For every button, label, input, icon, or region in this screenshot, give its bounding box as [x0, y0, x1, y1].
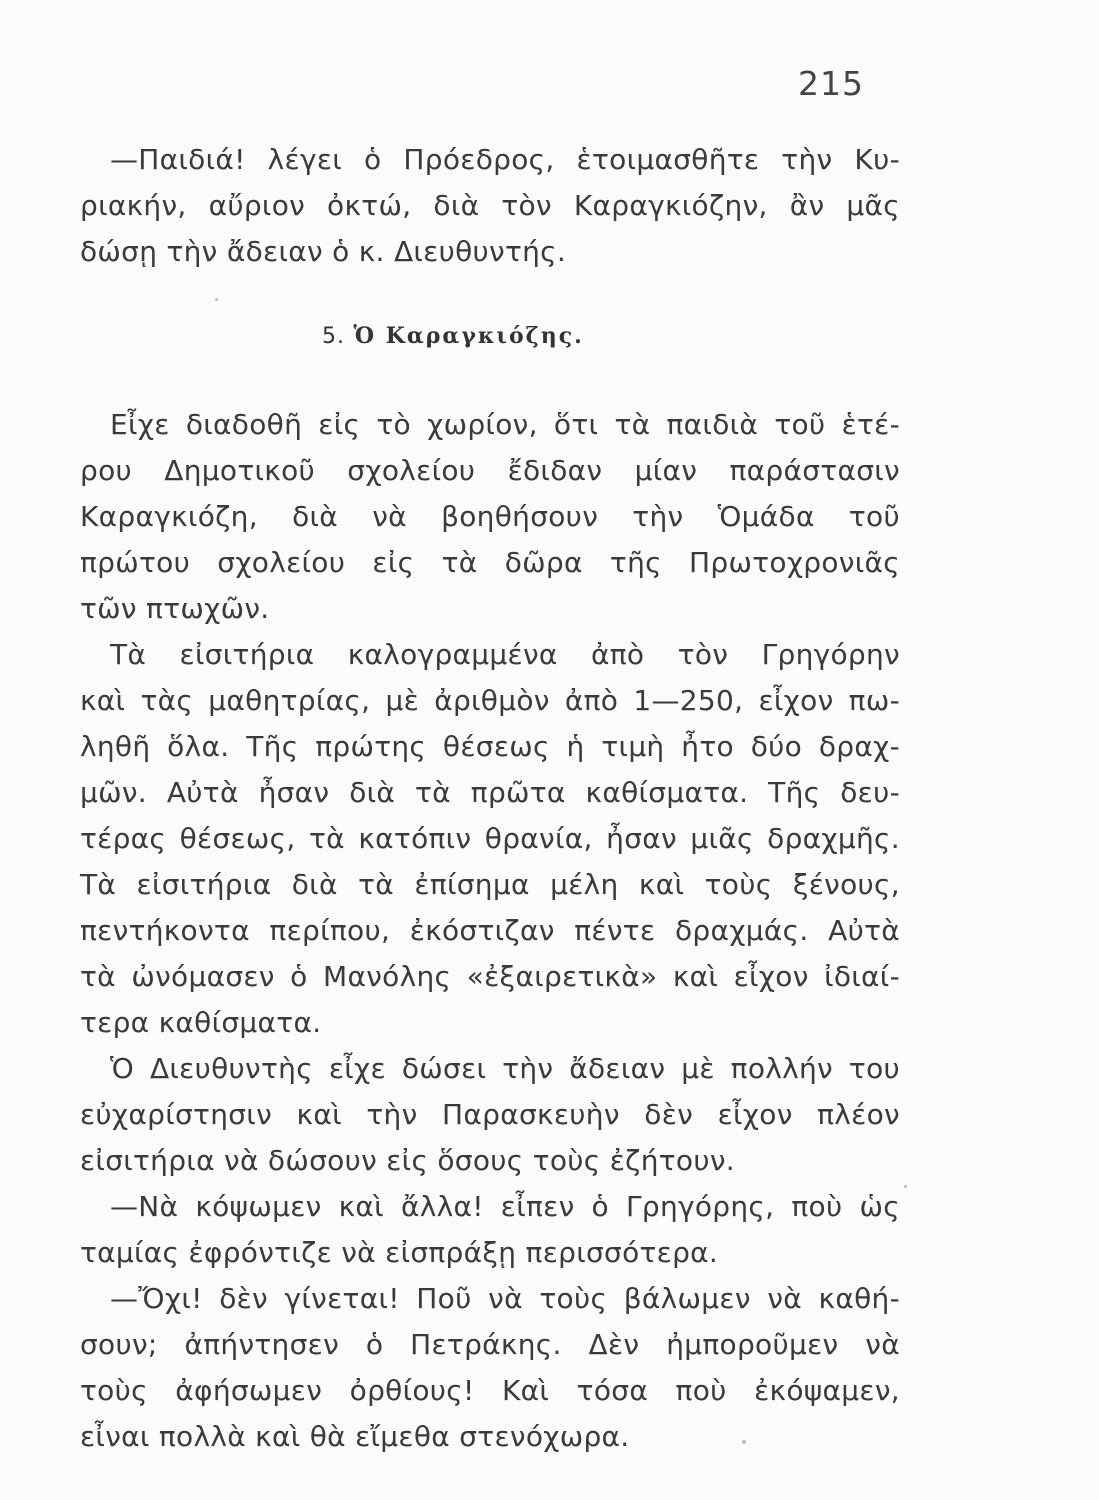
text-line: ριακήν, αὔριον ὀκτώ, διὰ τὸν Καραγκιόζην, ἂν μᾶς	[80, 189, 900, 222]
text-line: ληθῆ ὅλα. Τῆς πρώτης θέσεως ἡ τιμὴ ἦτο δύο δραχ-	[80, 730, 900, 763]
text-line: καὶ τὰς μαθητρίας, μὲ ἀριθμὸν ἀπὸ 1—250, εἶχον πω-	[80, 684, 900, 717]
text-line: πεντήκοντα περίπου, ἐκόστιζαν πέντε δραχμάς. Αὐτὰ	[80, 914, 900, 947]
text-line: τὰ ὠνόμασεν ὁ Μανόλης «ἐξαιρετικὰ» καὶ εἶχον ἰδιαί-	[80, 960, 900, 993]
section-title: Ὁ Καραγκιόζης.	[353, 323, 584, 349]
text-line: Ὁ Διευθυντὴς εἶχε δώσει τὴν ἄδειαν μὲ πολλήν του	[110, 1052, 900, 1085]
text-line: Τὰ εἰσιτήρια διὰ τὰ ἐπίσημα μέλη καὶ τοὺς ξένους,	[80, 868, 900, 901]
text-line: δώσῃ τὴν ἄδειαν ὁ κ. Διευθυντής.	[80, 235, 567, 268]
text-line: —Παιδιά! λέγει ὁ Πρόεδρος, ἑτοιμασθῆτε τὴν Κυ-	[110, 143, 900, 176]
text-line: Εἶχε διαδοθῆ εἰς τὸ χωρίον, ὅτι τὰ παιδιὰ τοῦ ἑτέ-	[110, 408, 900, 441]
text-line: εἶναι πολλὰ καὶ θὰ εἴμεθα στενόχωρα.	[80, 1420, 630, 1453]
text-line: Καραγκιόζη, διὰ νὰ βοηθήσουν τὴν Ὁμάδα τοῦ	[80, 500, 900, 533]
text-line: ρου Δημοτικοῦ σχολείου ἔδιδαν μίαν παράστασιν	[80, 454, 900, 487]
paper-speck	[904, 1185, 907, 1188]
section-number: 5.	[322, 324, 345, 349]
text-line: σουν; ἀπήντησεν ὁ Πετράκης. Δὲν ἠμποροῦμεν νὰ	[80, 1328, 900, 1361]
section-heading	[322, 323, 584, 349]
text-line: μῶν. Αὐτὰ ἦσαν διὰ τὰ πρῶτα καθίσματα. Τῆς δευ-	[80, 776, 900, 809]
text-line: πρώτου σχολείου εἰς τὰ δῶρα τῆς Πρωτοχρονιᾶς	[80, 546, 900, 579]
paper-speck	[215, 298, 218, 301]
paper-speck	[742, 1440, 746, 1444]
text-line: —Νὰ κόψωμεν καὶ ἄλλα! εἶπεν ὁ Γρηγόρης, ποὺ ὡς	[110, 1190, 900, 1223]
page-number: 215	[798, 64, 864, 103]
text-line: τέρας θέσεως, τὰ κατόπιν θρανία, ἦσαν μιᾶς δραχμῆς.	[80, 822, 900, 855]
text-line: τοὺς ἀφήσωμεν ὀρθίους! Καὶ τόσα ποὺ ἐκόψαμεν,	[80, 1374, 900, 1407]
text-line: τῶν πτωχῶν.	[80, 592, 270, 625]
text-line: τερα καθίσματα.	[80, 1006, 322, 1039]
text-line: Τὰ εἰσιτήρια καλογραμμένα ἀπὸ τὸν Γρηγόρην	[110, 638, 900, 671]
text-line: εὐχαρίστησιν καὶ τὴν Παρασκευὴν δὲν εἶχον πλέον	[80, 1098, 900, 1131]
text-line: —Ὄχι! δὲν γίνεται! Ποῦ νὰ τοὺς βάλωμεν νὰ καθή-	[110, 1282, 900, 1315]
text-line: εἰσιτήρια νὰ δώσουν εἰς ὅσους τοὺς ἐζήτουν.	[80, 1144, 735, 1177]
text-line: ταμίας ἐφρόντιζε νὰ εἰσπράξῃ περισσότερα.	[80, 1236, 719, 1269]
